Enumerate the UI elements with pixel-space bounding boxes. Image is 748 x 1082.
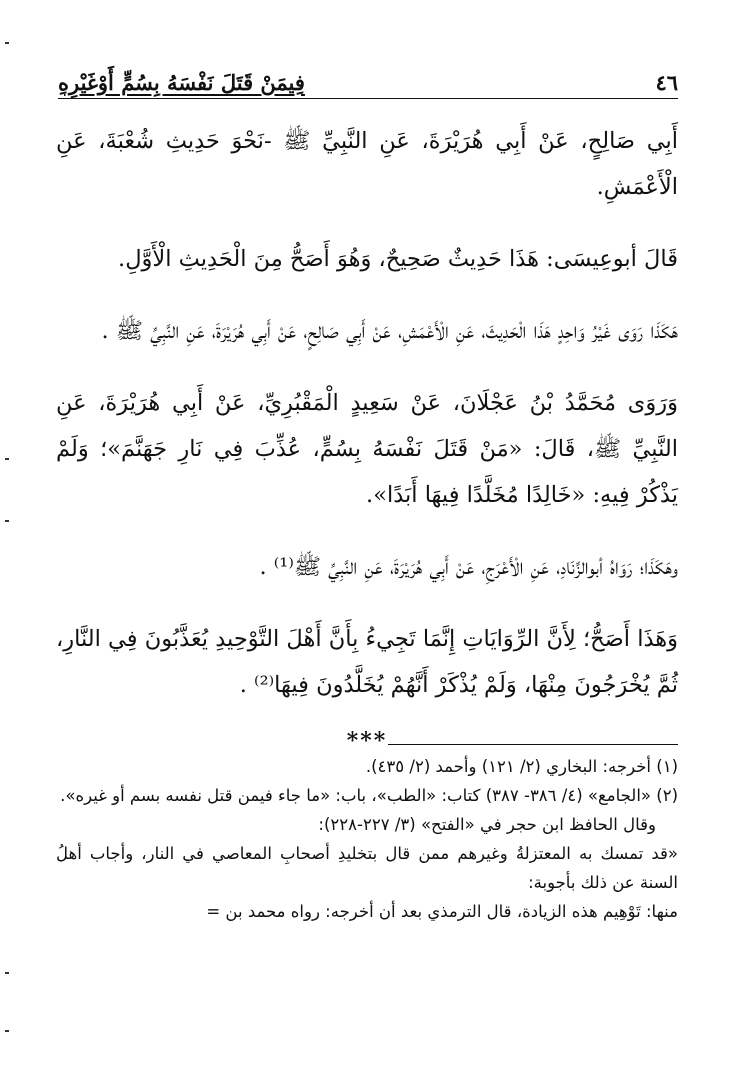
footnote-divider (388, 744, 678, 745)
running-title: فِيمَنْ قَتَلَ نَفْسَهُ بِسُمٍّ أَوْغَيْرِهِ (58, 69, 305, 95)
paragraph: وَهَذَا أَصَحُّ؛ لِأَنَّ الرِّوَايَاتِ إِنَّمَا تَجِيءُ بِأَنَّ أَهْلَ التَّوْحِيدِ يُعَذَّبُونَ فِي النَّارِ، ثُمَّ يُخْرَجُونَ مِنْهَا، وَلَمْ يُذْكَرْ أَنَّهُمْ يُخَلَّدُونَ فِيهَا⁽²⁾ . (56, 626, 678, 698)
scan-mark (5, 42, 9, 44)
page-header (58, 62, 678, 99)
paragraph: وهَكَذَا؛ رَوَاهُ أبوالزِّنَادِ، عَنِ الْأَعْرَجِ، عَنْ أَبِي هُرَيْرَةَ، عَنِ النَّبِيِّ ﷺ⁽¹⁾ . (259, 554, 678, 580)
footnote-quote: «قد تمسك به المعتزلةُ وغيرهم ممن قال بتخليدِ أصحابِ المعاصي في النار، وأجاب أهلُ السنة عن ذلك بأجوبة: (56, 844, 678, 892)
footnote-continuation: منها: تَوْهِيم هذه الزيادة، قال الترمذي بعد أن أخرجه: رواه محمد بن = (206, 902, 678, 921)
main-text (56, 118, 678, 768)
paragraph: وَرَوَى مُحَمَّدُ بْنُ عَجْلَانَ، عَنْ سَعِيدٍ الْمَقْبُرِيِّ، عَنْ أَبِي هُرَيْرَةَ، عَنِ النَّبِيِّ ﷺ، قَالَ: «مَنْ قَتَلَ نَفْسَهُ بِسُمٍّ، عُذِّبَ فِي نَارِ جَهَنَّمَ»؛ وَلَمْ يَذْكُرْ فِيهِ: «خَالِدًا مُخَلَّدًا فِيهَا أَبَدًا». (56, 390, 678, 508)
scan-mark (5, 458, 9, 460)
scan-mark (5, 520, 9, 522)
paragraph: أَبِي صَالِحٍ، عَنْ أَبِي هُرَيْرَةَ، عَنِ النَّبِيِّ ﷺ -نَحْوَ حَدِيثِ شُعْبَةَ، عَنِ الْأَعْمَشِ. (56, 128, 678, 200)
footnote-continuation: وقال الحافظ ابن حجر في «الفتح» (٣/ ٢٢٧-٢٢٨): (318, 815, 656, 834)
paragraph: هَكَذَا رَوَى غَيْرُ وَاحِدٍ هَذَا الْحَدِيثَ، عَنِ الْأَعْمَشِ، عَنْ أَبِي صَالِحٍ، عَنْ أَبِي هُرَيْرَةَ، عَنِ النَّبِيِّ ﷺ . (101, 318, 678, 344)
page-number: ٤٦ (655, 70, 678, 95)
scan-mark (5, 1030, 9, 1032)
scan-mark (5, 972, 9, 974)
footnotes (56, 752, 678, 926)
section-separator: *** (346, 728, 388, 754)
footnote: (١) أخرجه: البخاري (٢/ ١٢١) وأحمد (٢/ ٤٣٥). (365, 757, 678, 776)
footnote: (٢) «الجامع» (٤/ ٣٨٦- ٣٨٧) كتاب: «الطب»، باب: «ما جاء فيمن قتل نفسه بسم أو غيره». (60, 786, 678, 805)
paragraph: قَالَ أبوعِيسَى: هَذَا حَدِيثٌ صَحِيحٌ، وَهُوَ أَصَحُّ مِنَ الْحَدِيثِ الْأَوَّلِ. (118, 246, 678, 272)
